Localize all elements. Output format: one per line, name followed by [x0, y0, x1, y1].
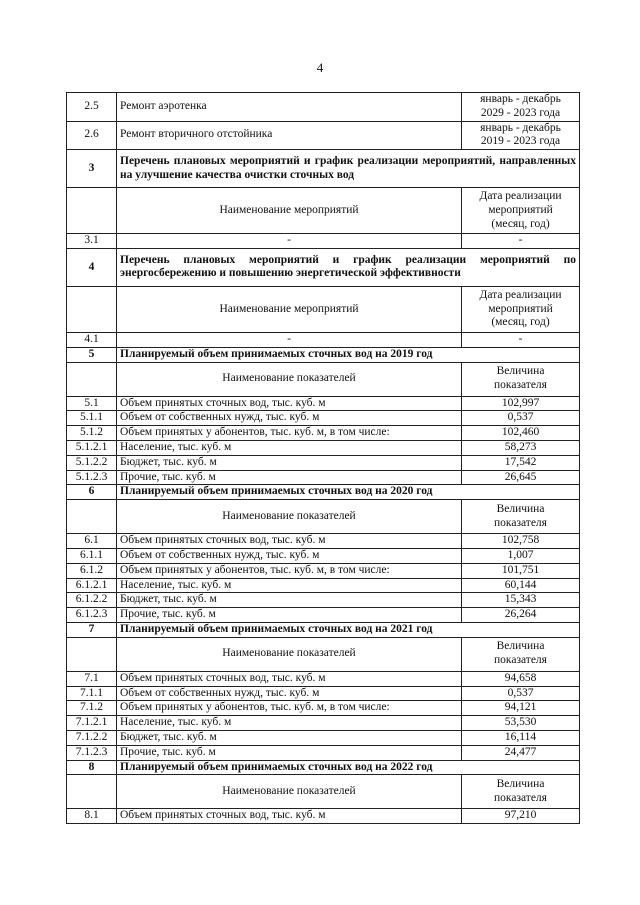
table-row: [67, 470, 580, 485]
row-value: 102,997: [462, 396, 580, 411]
section-header: [67, 622, 580, 637]
column-header-name: Наименование показателей: [117, 362, 462, 396]
row-name: Объем принятых сточных вод, тыс. куб. м: [117, 396, 462, 411]
row-number: 6.1.1: [67, 548, 117, 563]
row-name: -: [117, 234, 462, 249]
row-name: Бюджет, тыс. куб. м: [117, 455, 462, 470]
row-number: 6.1.2.3: [67, 608, 117, 623]
row-name: Объем принятых сточных вод, тыс. куб. м: [117, 534, 462, 549]
section-header: [67, 485, 580, 500]
row-name: Ремонт вторичного отстойника: [117, 121, 462, 150]
row-value: 17,542: [462, 455, 580, 470]
table-row: [67, 608, 580, 623]
row-value: 26,264: [462, 608, 580, 623]
section-number: 6: [67, 485, 117, 500]
column-header-name: Наименование мероприятий: [117, 286, 462, 332]
section-title: Перечень плановых мероприятий и график реализации мероприятий по энергосбережению и повышению энергетической эффективности: [117, 248, 580, 286]
row-name: Население, тыс. куб. м: [117, 716, 462, 731]
table-row: [67, 730, 580, 745]
column-header-name: Наименование показателей: [117, 775, 462, 809]
row-value: 58,273: [462, 440, 580, 455]
column-header-row: [67, 500, 580, 534]
row-period: январь - декабрь 2029 - 2023 года: [462, 93, 580, 122]
column-header-date: Дата реализации мероприятий (месяц, год): [462, 286, 580, 332]
row-number: 7.1.2.2: [67, 730, 117, 745]
row-number: 6.1.2: [67, 563, 117, 578]
row-value: 60,144: [462, 578, 580, 593]
row-number: 2.5: [67, 93, 117, 122]
table-row: [67, 396, 580, 411]
row-number: 5.1.2.3: [67, 470, 117, 485]
section-title: Планируемый объем принимаемых сточных вод на 2020 год: [117, 485, 580, 500]
row-number: 5.1.2.2: [67, 455, 117, 470]
row-name: Население, тыс. куб. м: [117, 440, 462, 455]
row-number: 7.1.1: [67, 686, 117, 701]
column-header-value: Величина показателя: [462, 500, 580, 534]
row-name: Объем принятых у абонентов, тыс. куб. м, в том числе:: [117, 426, 462, 441]
row-value: 94,121: [462, 701, 580, 716]
column-header-row: [67, 637, 580, 671]
row-name: Прочие, тыс. куб. м: [117, 745, 462, 760]
column-header-row: [67, 362, 580, 396]
section-title: Планируемый объем принимаемых сточных вод на 2022 год: [117, 760, 580, 775]
table-row: [67, 593, 580, 608]
table-row: [67, 548, 580, 563]
row-value: 97,210: [462, 809, 580, 824]
column-header-row: [67, 286, 580, 332]
row-number: 5.1.1: [67, 411, 117, 426]
row-name: Объем принятых сточных вод, тыс. куб. м: [117, 671, 462, 686]
row-name: Бюджет, тыс. куб. м: [117, 593, 462, 608]
row-number: 7.1: [67, 671, 117, 686]
row-value: 101,751: [462, 563, 580, 578]
row-number: 4.1: [67, 332, 117, 347]
row-value: 24,477: [462, 745, 580, 760]
row-value: 26,645: [462, 470, 580, 485]
row-value: 94,658: [462, 671, 580, 686]
row-name: Прочие, тыс. куб. м: [117, 608, 462, 623]
column-header-date: Дата реализации мероприятий (месяц, год): [462, 188, 580, 234]
column-header-name: Наименование показателей: [117, 637, 462, 671]
table-row: [67, 332, 580, 347]
row-number: 6.1.2.2: [67, 593, 117, 608]
table-row: [67, 578, 580, 593]
section-number: 8: [67, 760, 117, 775]
section-number: 7: [67, 622, 117, 637]
row-value: 15,343: [462, 593, 580, 608]
section-header: [67, 150, 580, 188]
row-name: Объем принятых у абонентов, тыс. куб. м, в том числе:: [117, 563, 462, 578]
row-name: Объем принятых у абонентов, тыс. куб. м, в том числе:: [117, 701, 462, 716]
row-name: Ремонт аэротенка: [117, 93, 462, 122]
column-header-value: Величина показателя: [462, 362, 580, 396]
table-row: [67, 455, 580, 470]
table-row: [67, 563, 580, 578]
section-header: [67, 248, 580, 286]
row-value: 16,114: [462, 730, 580, 745]
row-value: 0,537: [462, 686, 580, 701]
row-name: Бюджет, тыс. куб. м: [117, 730, 462, 745]
table-row: [67, 534, 580, 549]
section-number: 5: [67, 347, 117, 362]
table-row: [67, 93, 580, 122]
row-number: 7.1.2.1: [67, 716, 117, 731]
column-header-value: Величина показателя: [462, 637, 580, 671]
row-number: 7.1.2.3: [67, 745, 117, 760]
column-header-name: Наименование показателей: [117, 500, 462, 534]
table-row: [67, 701, 580, 716]
row-number: 5.1: [67, 396, 117, 411]
row-value: -: [462, 332, 580, 347]
row-number: 6.1.2.1: [67, 578, 117, 593]
row-value: 53,530: [462, 716, 580, 731]
row-name: Объем принятых сточных вод, тыс. куб. м: [117, 809, 462, 824]
row-number: 5.1.2.1: [67, 440, 117, 455]
row-number: 7.1.2: [67, 701, 117, 716]
row-number: 5.1.2: [67, 426, 117, 441]
table-row: [67, 809, 580, 824]
row-number: 2.6: [67, 121, 117, 150]
table-row: [67, 716, 580, 731]
section-header: [67, 760, 580, 775]
section-number: 3: [67, 150, 117, 188]
row-name: Объем от собственных нужд, тыс. куб. м: [117, 411, 462, 426]
row-name: Объем от собственных нужд, тыс. куб. м: [117, 686, 462, 701]
section-title: Планируемый объем принимаемых сточных вод на 2019 год: [117, 347, 580, 362]
row-number: 8.1: [67, 809, 117, 824]
row-value: 102,460: [462, 426, 580, 441]
row-value: 102,758: [462, 534, 580, 549]
table-row: [67, 440, 580, 455]
row-name: -: [117, 332, 462, 347]
row-name: Прочие, тыс. куб. м: [117, 470, 462, 485]
section-number: 4: [67, 248, 117, 286]
row-name: Население, тыс. куб. м: [117, 578, 462, 593]
section-title: Перечень плановых мероприятий и график реализации мероприятий, направленных на улучшение качества очистки сточных вод: [117, 150, 580, 188]
plan-table: [66, 92, 580, 824]
section-header: [67, 347, 580, 362]
column-header-row: [67, 188, 580, 234]
row-value: 1,007: [462, 548, 580, 563]
row-value: -: [462, 234, 580, 249]
table-row: [67, 745, 580, 760]
column-header-name: Наименование мероприятий: [117, 188, 462, 234]
section-title: Планируемый объем принимаемых сточных вод на 2021 год: [117, 622, 580, 637]
table-row: [67, 234, 580, 249]
table-row: [67, 411, 580, 426]
table-row: [67, 671, 580, 686]
table-row: [67, 121, 580, 150]
row-number: 6.1: [67, 534, 117, 549]
row-value: 0,537: [462, 411, 580, 426]
row-number: 3.1: [67, 234, 117, 249]
row-name: Объем от собственных нужд, тыс. куб. м: [117, 548, 462, 563]
page-number: 4: [316, 60, 324, 75]
row-period: январь - декабрь 2019 - 2023 года: [462, 121, 580, 150]
column-header-row: [67, 775, 580, 809]
table-row: [67, 686, 580, 701]
column-header-value: Величина показателя: [462, 775, 580, 809]
table-row: [67, 426, 580, 441]
